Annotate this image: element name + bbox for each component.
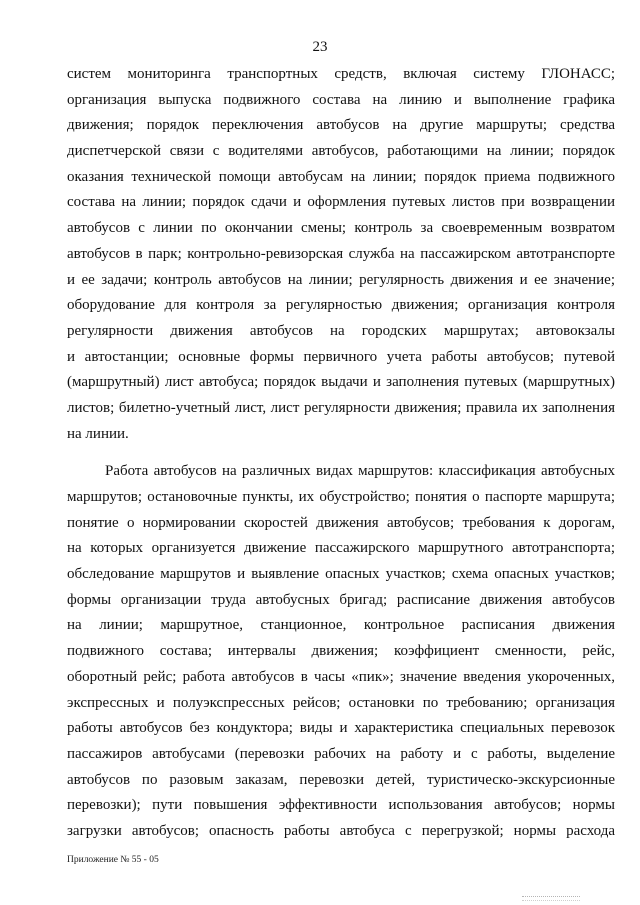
text-line: работы автобусов без кондуктора; виды и характеристика специальных перевозок xyxy=(67,720,615,737)
text-line: движения; порядок переключения автобусов на другие маршруты; средства xyxy=(67,117,615,134)
text-line: автобусов в парк; контрольно-ревизорская служба на пассажирском автотранспорте xyxy=(67,245,615,262)
text-line: диспетчерской связи с водителями автобусов, работающими на линии; порядок xyxy=(67,143,615,160)
page-number: 23 xyxy=(312,39,328,55)
text-line: автобусов по разовым заказам, перевозки детей, туристическо-экскурсионные xyxy=(67,771,615,788)
scan-artifact xyxy=(522,896,580,901)
text-line: организация выпуска подвижного состава на линию и выполнение графика xyxy=(67,91,615,108)
text-line: подвижного состава; интервалы движения; коэффициент сменности, рейс, xyxy=(67,643,615,660)
text-line: обследование маршрутов и выявление опасных участков; схема опасных участков; xyxy=(67,566,615,583)
body-text xyxy=(67,62,615,845)
text-line: оказания технической помощи автобусам на линии; порядок приема подвижного xyxy=(67,168,615,185)
text-line: на которых организуется движение пассажирского маршрутного автотранспорта; xyxy=(67,540,615,557)
text-line: листов; билетно-учетный лист, лист регулярности движения; правила их заполнения xyxy=(67,399,615,416)
paragraph-gap xyxy=(67,447,615,459)
text-line: и автостанции; основные формы первичного учета работы автобусов; путевой xyxy=(67,348,615,365)
text-line: на линии. xyxy=(67,425,129,442)
text-line: оборудование для контроля за регулярностью движения; организация контроля xyxy=(67,297,615,314)
text-line: систем мониторинга транспортных средств, включая систему ГЛОНАСС; xyxy=(67,66,615,82)
text-line: формы организации труда автобусных бригад; расписание движения автобусов xyxy=(67,591,615,608)
footer-note: Приложение № 55 - 05 xyxy=(67,855,159,865)
text-line: оборотный рейс; работа автобусов в часы «пик»; значение введения укороченных, xyxy=(67,668,615,685)
text-line: на линии; маршрутное, станционное, контрольное расписания движения xyxy=(67,617,615,634)
text-line: экспрессных и полуэкспрессных рейсов; остановки по требованию; организация xyxy=(67,694,615,711)
paragraph-1 xyxy=(67,62,615,447)
text-line: и ее задачи; контроль автобусов на линии; регулярность движения и ее значение; xyxy=(67,271,615,288)
text-line: Работа автобусов на различных видах маршрутов: классификация автобусных xyxy=(105,463,615,480)
text-line: маршрутов; остановочные пункты, их обустройство; понятия о паспорте маршрута; xyxy=(67,489,615,505)
paragraph-2 xyxy=(67,459,615,844)
text-line: перевозки); пути повышения эффективности использования автобусов; нормы xyxy=(67,797,615,814)
text-line: загрузки автобусов; опасность работы автобуса с перегрузкой; нормы расхода xyxy=(67,822,615,839)
text-line: состава на линии; порядок сдачи и оформления путевых листов при возвращении xyxy=(67,194,615,211)
text-line: автобусов с линии по окончании смены; контроль за своевременным возвратом xyxy=(67,220,615,237)
text-line: пассажиров автобусами (перевозки рабочих на работу и с работы, выделение xyxy=(67,745,615,762)
text-line: регулярности движения автобусов на городских маршрутах; автовокзалы xyxy=(67,322,615,339)
text-line: понятие о нормировании скоростей движения автобусов; требования к дорогам, xyxy=(67,514,615,531)
text-line: (маршрутный) лист автобуса; порядок выдачи и заполнения путевых (маршрутных) xyxy=(67,374,615,391)
